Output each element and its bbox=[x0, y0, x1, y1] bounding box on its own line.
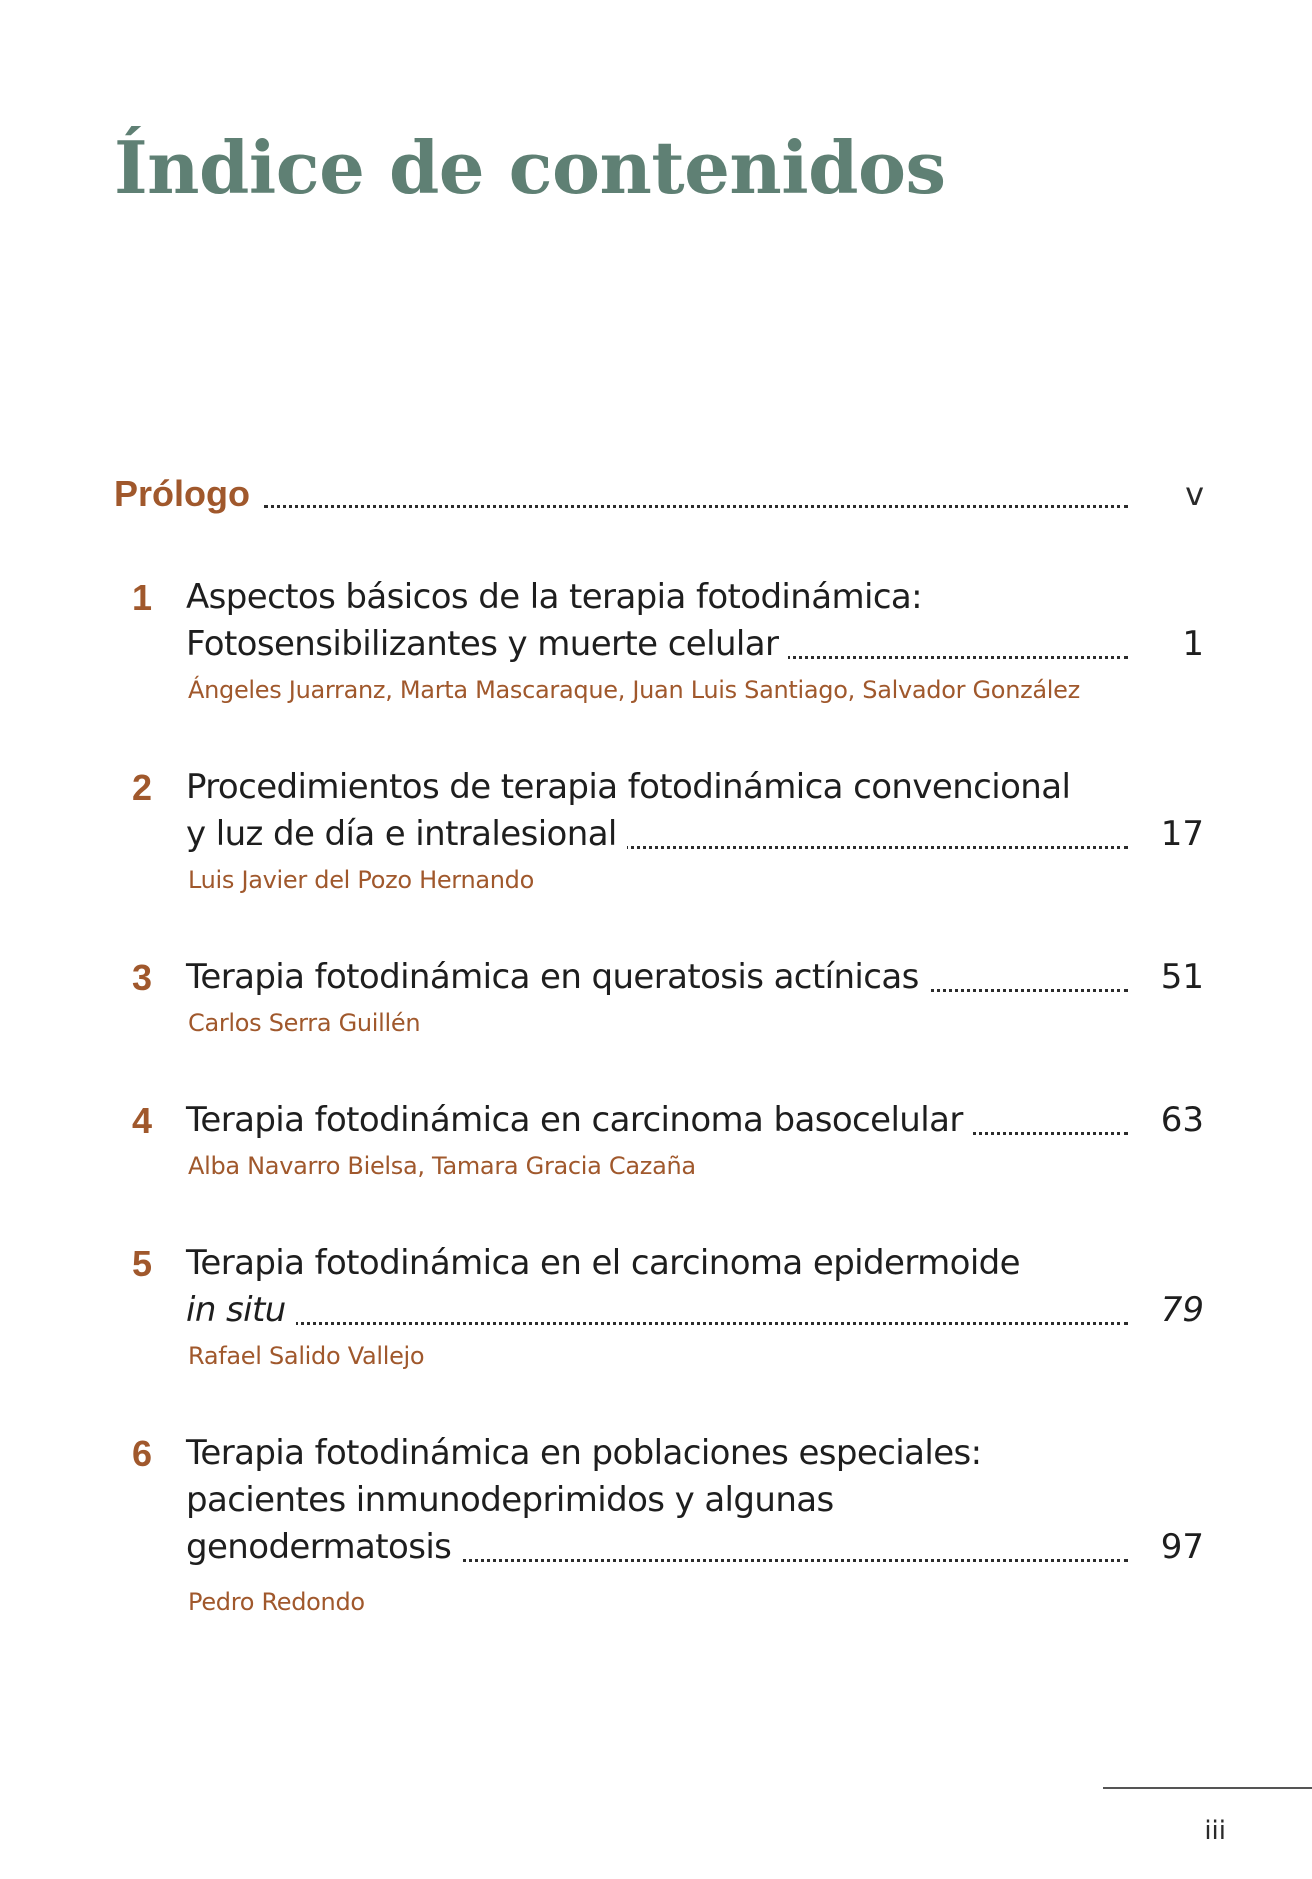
chapter-number: 6 bbox=[132, 1433, 153, 1474]
chapter-title-last-line bbox=[186, 621, 1204, 668]
chapter-authors: Pedro Redondo bbox=[188, 1588, 365, 1616]
chapter-title-line: Procedimientos de terapia fotodinámica convencional bbox=[186, 767, 1071, 807]
chapter-title-line: Terapia fotodinámica en poblaciones especiales: bbox=[186, 1433, 982, 1473]
chapter-number: 1 bbox=[132, 577, 153, 618]
dot-leader bbox=[186, 1322, 1128, 1325]
chapter-page-number: 1 bbox=[1182, 624, 1204, 664]
chapter-number: 4 bbox=[132, 1100, 153, 1141]
chapter-authors: Ángeles Juarranz, Marta Mascaraque, Juan Luis Santiago, Salvador González bbox=[188, 676, 1080, 704]
prologo-label: Prólogo bbox=[114, 473, 250, 514]
chapter-title-last-line bbox=[186, 954, 1204, 1001]
chapter-authors: Carlos Serra Guillén bbox=[188, 1009, 421, 1037]
chapter-number: 2 bbox=[132, 767, 153, 808]
chapter-title-last-line bbox=[186, 811, 1204, 858]
chapter-authors: Alba Navarro Bielsa, Tamara Gracia Cazaña bbox=[188, 1152, 696, 1180]
chapter-title-line: Terapia fotodinámica en el carcinoma epidermoide bbox=[186, 1243, 1020, 1283]
footer-page-number: iii bbox=[1204, 1816, 1226, 1846]
dot-leader bbox=[264, 505, 1128, 508]
prologo-page-number: v bbox=[1185, 475, 1204, 513]
chapter-page-number: 79 bbox=[1160, 1290, 1204, 1330]
chapter-title-line: Aspectos básicos de la terapia fotodinámica: bbox=[186, 577, 923, 617]
chapter-title-last-line bbox=[186, 1524, 1204, 1571]
chapter-authors: Rafael Salido Vallejo bbox=[188, 1342, 425, 1370]
chapter-number: 3 bbox=[132, 957, 153, 998]
chapter-title-line: y luz de día e intralesional bbox=[186, 811, 627, 858]
chapter-page-number: 97 bbox=[1160, 1527, 1204, 1567]
table-of-contents bbox=[114, 0, 1204, 1879]
footer-rule bbox=[1103, 1787, 1312, 1789]
toc-entry-prologo[interactable] bbox=[114, 470, 1204, 518]
chapter-title-line: genodermatosis bbox=[186, 1524, 461, 1571]
chapter-number: 5 bbox=[132, 1243, 153, 1284]
chapter-title-line: Fotosensibilizantes y muerte celular bbox=[186, 621, 788, 668]
chapter-authors: Luis Javier del Pozo Hernando bbox=[188, 866, 534, 894]
chapter-title-last-line bbox=[186, 1287, 1204, 1334]
page-title: Índice de contenidos bbox=[114, 125, 946, 210]
chapter-page-number: 51 bbox=[1160, 957, 1204, 997]
chapter-title-line: Terapia fotodinámica en queratosis actínicas bbox=[186, 954, 929, 1001]
chapter-title-line: in situ bbox=[186, 1287, 296, 1334]
chapter-title-line: Terapia fotodinámica en carcinoma basocelular bbox=[186, 1097, 973, 1144]
chapter-title-last-line bbox=[186, 1097, 1204, 1144]
chapter-page-number: 63 bbox=[1160, 1100, 1204, 1140]
chapter-title-line: pacientes inmunodeprimidos y algunas bbox=[186, 1480, 834, 1520]
chapter-page-number: 17 bbox=[1160, 814, 1204, 854]
